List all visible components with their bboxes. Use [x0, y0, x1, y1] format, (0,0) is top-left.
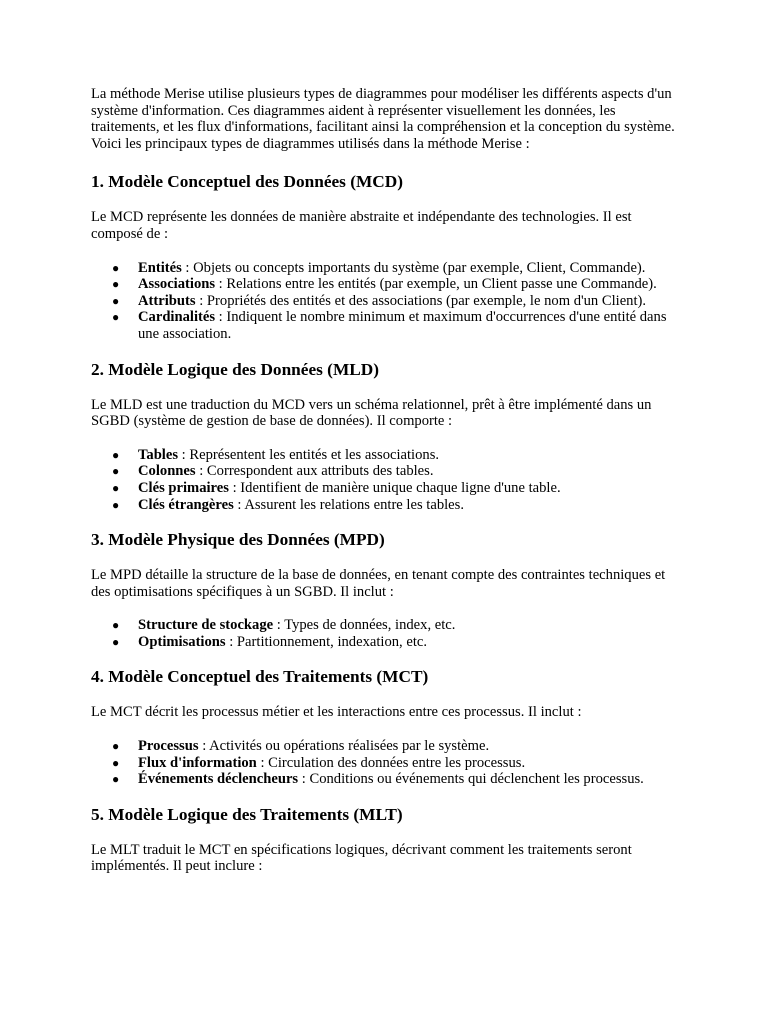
list-item-term: Clés primaires: [138, 479, 229, 496]
bullet-icon: ●: [112, 260, 120, 275]
bullet-icon: ●: [112, 739, 120, 754]
bullet-icon: ●: [112, 755, 120, 770]
section-paragraph-mcd: Le MCD représente les données de manière abstraite et indépendante des technologies. Il est composé de :: [91, 209, 632, 242]
bullet-list-mct: [91, 738, 681, 788]
list-item: [91, 617, 681, 634]
bullet-icon: ●: [112, 480, 120, 495]
section-paragraph-mct: Le MCT décrit les processus métier et les interactions entre ces processus. Il inclut :: [91, 704, 582, 721]
list-item-term: Entités: [138, 259, 182, 276]
list-item-text: : Circulation des données entre les processus.: [256, 754, 526, 771]
list-item: [91, 260, 681, 277]
list-item-text: : Assurent les relations entre les tables.: [233, 496, 464, 513]
list-item-term: Associations: [138, 276, 216, 293]
list-item-text: : Identifient de manière unique chaque ligne d'une table.: [228, 479, 561, 496]
list-item-text: : Partitionnement, indexation, etc.: [225, 633, 428, 650]
section-heading-mlt: 5. Modèle Logique des Traitements (MLT): [91, 804, 403, 824]
list-item-text: : Activités ou opérations réalisées par le système.: [198, 738, 490, 755]
list-item-text: : Relations entre les entités (par exemple, un Client passe une Commande).: [215, 276, 657, 293]
bullet-icon: ●: [112, 464, 120, 479]
section-heading-mpd: 3. Modèle Physique des Données (MPD): [91, 530, 385, 550]
list-item: [91, 634, 681, 651]
list-item: [91, 755, 681, 772]
section-paragraph-mlt: Le MLT traduit le MCT en spécifications logiques, décrivant comment les traitements seront implémentés. Il peut inclure :: [91, 841, 632, 875]
bullet-list-mpd: [91, 617, 681, 650]
list-item-term: Flux d'information: [138, 754, 257, 771]
list-item-term: Clés étrangères: [138, 496, 234, 513]
bullet-icon: ●: [112, 634, 120, 649]
bullet-icon: ●: [112, 772, 120, 787]
list-item-text: : Objets ou concepts importants du système (par exemple, Client, Commande).: [181, 259, 646, 276]
list-item-term: Tables: [138, 446, 179, 463]
list-item: [91, 293, 681, 310]
section-heading-mct: 4. Modèle Conceptuel des Traitements (MCT): [91, 667, 429, 687]
list-item-term: Processus: [138, 738, 199, 755]
bullet-list-mcd: [91, 260, 681, 343]
list-item-text: : Types de données, index, etc.: [273, 617, 456, 634]
bullet-icon: ●: [112, 447, 120, 462]
list-item: [91, 463, 681, 480]
list-item: [91, 276, 681, 293]
list-item-text: : Indiquent le nombre minimum et maximum d'occurrences d'une entité dans une association.: [138, 309, 667, 342]
bullet-icon: ●: [112, 277, 120, 292]
list-item-term: Structure de stockage: [138, 617, 274, 634]
section-heading-mcd: 1. Modèle Conceptuel des Données (MCD): [91, 172, 403, 192]
list-item-term: Cardinalités: [138, 309, 216, 326]
section-heading-mld: 2. Modèle Logique des Données (MLD): [91, 359, 380, 379]
intro-paragraph: La méthode Merise utilise plusieurs types de diagrammes pour modéliser les différents aspects d'un système d'information. Ces diagrammes aident à représenter visuellement les données, les traitements, et les flux d'informations, facilitant ainsi la compréhension et la conception du système. Voici les principaux types de diagrammes utilisés dans la méthode Merise :: [91, 86, 675, 152]
list-item-text: : Propriétés des entités et des associations (par exemple, le nom d'un Client).: [195, 292, 647, 309]
list-item-term: Attributs: [138, 292, 196, 309]
list-item: [91, 447, 681, 464]
list-item-text: : Représentent les entités et les associations.: [178, 446, 440, 463]
bullet-icon: ●: [112, 618, 120, 633]
bullet-list-mld: [91, 447, 681, 513]
bullet-icon: ●: [112, 310, 120, 325]
list-item: [91, 480, 681, 497]
list-item: [91, 738, 681, 755]
list-item-term: Optimisations: [138, 633, 226, 650]
section-paragraph-mld: Le MLD est une traduction du MCD vers un schéma relationnel, prêt à être implémenté dans un SGBD (système de gestion de base de données). Il comporte :: [91, 396, 652, 430]
bullet-icon: ●: [112, 497, 120, 512]
list-item-term: Événements déclencheurs: [138, 771, 299, 788]
section-paragraph-mpd: Le MPD détaille la structure de la base de données, en tenant compte des contraintes techniques et des optimisations spécifiques à un SGBD. Il inclut :: [91, 567, 666, 600]
list-item-text: : Conditions ou événements qui déclenchent les processus.: [298, 771, 644, 788]
bullet-icon: ●: [112, 293, 120, 308]
list-item: [91, 309, 681, 342]
list-item: [91, 497, 681, 514]
list-item: [91, 771, 681, 788]
list-item-term: Colonnes: [138, 463, 196, 480]
list-item-text: : Correspondent aux attributs des tables.: [195, 463, 434, 480]
document-page: [91, 86, 681, 892]
